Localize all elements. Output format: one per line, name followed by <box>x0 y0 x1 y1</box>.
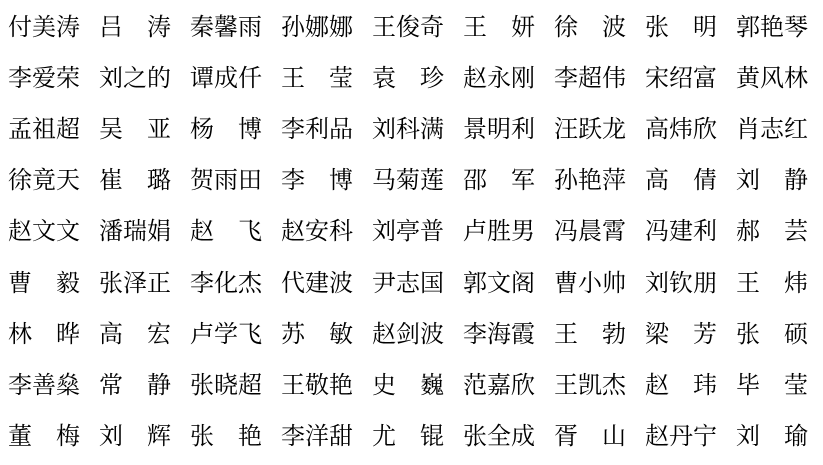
name-cell: 曹小帅 <box>554 270 626 297</box>
name-cell: 孙艳萍 <box>554 168 626 195</box>
name-cell: 冯建利 <box>645 219 717 246</box>
name-cell: 代建波 <box>281 270 353 297</box>
name-cell: 徐 波 <box>554 14 626 41</box>
name-cell: 张泽正 <box>99 270 171 297</box>
name-cell: 刘钦朋 <box>645 270 717 297</box>
name-cell: 曹 毅 <box>8 270 80 297</box>
name-cell: 卢胜男 <box>463 219 535 246</box>
name-cell: 刘之的 <box>99 65 171 92</box>
name-cell: 袁 珍 <box>372 65 444 92</box>
name-cell: 董 梅 <box>8 424 80 451</box>
name-cell: 高 宏 <box>99 321 171 348</box>
name-cell: 孟祖超 <box>8 117 80 144</box>
name-cell: 李海霞 <box>463 321 535 348</box>
name-cell: 贺雨田 <box>190 168 262 195</box>
name-cell: 赵丹宁 <box>645 424 717 451</box>
name-cell: 高 倩 <box>645 168 717 195</box>
name-row <box>8 156 808 207</box>
name-row <box>8 207 808 258</box>
name-cell: 梁 芳 <box>645 321 717 348</box>
name-row <box>8 361 808 412</box>
name-cell: 赵永刚 <box>463 65 535 92</box>
name-cell: 冯晨霄 <box>554 219 626 246</box>
name-cell: 郝 芸 <box>736 219 808 246</box>
name-cell: 景明利 <box>463 117 535 144</box>
name-cell: 刘 瑜 <box>736 424 808 451</box>
name-cell: 秦馨雨 <box>190 14 262 41</box>
name-cell: 王 莹 <box>281 65 353 92</box>
name-cell: 范嘉欣 <box>463 373 535 400</box>
name-cell: 郭文阁 <box>463 270 535 297</box>
name-cell: 史 巍 <box>372 373 444 400</box>
name-row <box>8 412 808 463</box>
name-cell: 张 艳 <box>190 424 262 451</box>
name-cell: 潘瑞娟 <box>99 219 171 246</box>
name-cell: 尹志国 <box>372 270 444 297</box>
name-cell: 胥 山 <box>554 424 626 451</box>
name-cell: 孙娜娜 <box>281 14 353 41</box>
name-cell: 王凯杰 <box>554 373 626 400</box>
name-cell: 徐竟天 <box>8 168 80 195</box>
name-row <box>8 309 808 360</box>
name-row <box>8 258 808 309</box>
name-cell: 王敬艳 <box>281 373 353 400</box>
name-cell: 尤 锟 <box>372 424 444 451</box>
name-cell: 王俊奇 <box>372 14 444 41</box>
name-cell: 李善燊 <box>8 373 80 400</box>
name-cell: 刘 静 <box>736 168 808 195</box>
name-cell: 肖志红 <box>736 117 808 144</box>
name-cell: 崔 璐 <box>99 168 171 195</box>
name-cell: 汪跃龙 <box>554 117 626 144</box>
name-cell: 李洋甜 <box>281 424 353 451</box>
name-cell: 张 硕 <box>736 321 808 348</box>
name-cell: 刘亭普 <box>372 219 444 246</box>
name-cell: 刘 辉 <box>99 424 171 451</box>
name-row <box>8 2 808 53</box>
name-cell: 王 炜 <box>736 270 808 297</box>
name-cell: 吕 涛 <box>99 14 171 41</box>
name-cell: 卢学飞 <box>190 321 262 348</box>
name-cell: 马菊莲 <box>372 168 444 195</box>
name-cell: 黄风林 <box>736 65 808 92</box>
name-cell: 张 明 <box>645 14 717 41</box>
name-cell: 王 勃 <box>554 321 626 348</box>
name-cell: 赵剑波 <box>372 321 444 348</box>
name-cell: 王 妍 <box>463 14 535 41</box>
name-cell: 杨 博 <box>190 117 262 144</box>
name-cell: 李爱荣 <box>8 65 80 92</box>
name-cell: 谭成仟 <box>190 65 262 92</box>
name-cell: 吴 亚 <box>99 117 171 144</box>
name-cell: 高炜欣 <box>645 117 717 144</box>
name-row <box>8 53 808 104</box>
name-cell: 张晓超 <box>190 373 262 400</box>
name-cell: 李 博 <box>281 168 353 195</box>
name-cell: 李超伟 <box>554 65 626 92</box>
name-cell: 赵 飞 <box>190 219 262 246</box>
name-cell: 赵 玮 <box>645 373 717 400</box>
name-cell: 苏 敏 <box>281 321 353 348</box>
name-cell: 宋绍富 <box>645 65 717 92</box>
name-cell: 付美涛 <box>8 14 80 41</box>
name-cell: 李化杰 <box>190 270 262 297</box>
name-cell: 林 晔 <box>8 321 80 348</box>
name-cell: 邵 军 <box>463 168 535 195</box>
name-cell: 刘科满 <box>372 117 444 144</box>
name-cell: 赵文文 <box>8 219 80 246</box>
name-cell: 李利品 <box>281 117 353 144</box>
name-cell: 毕 莹 <box>736 373 808 400</box>
name-row <box>8 104 808 155</box>
name-cell: 张全成 <box>463 424 535 451</box>
name-cell: 郭艳琴 <box>736 14 808 41</box>
name-cell: 赵安科 <box>281 219 353 246</box>
name-cell: 常 静 <box>99 373 171 400</box>
